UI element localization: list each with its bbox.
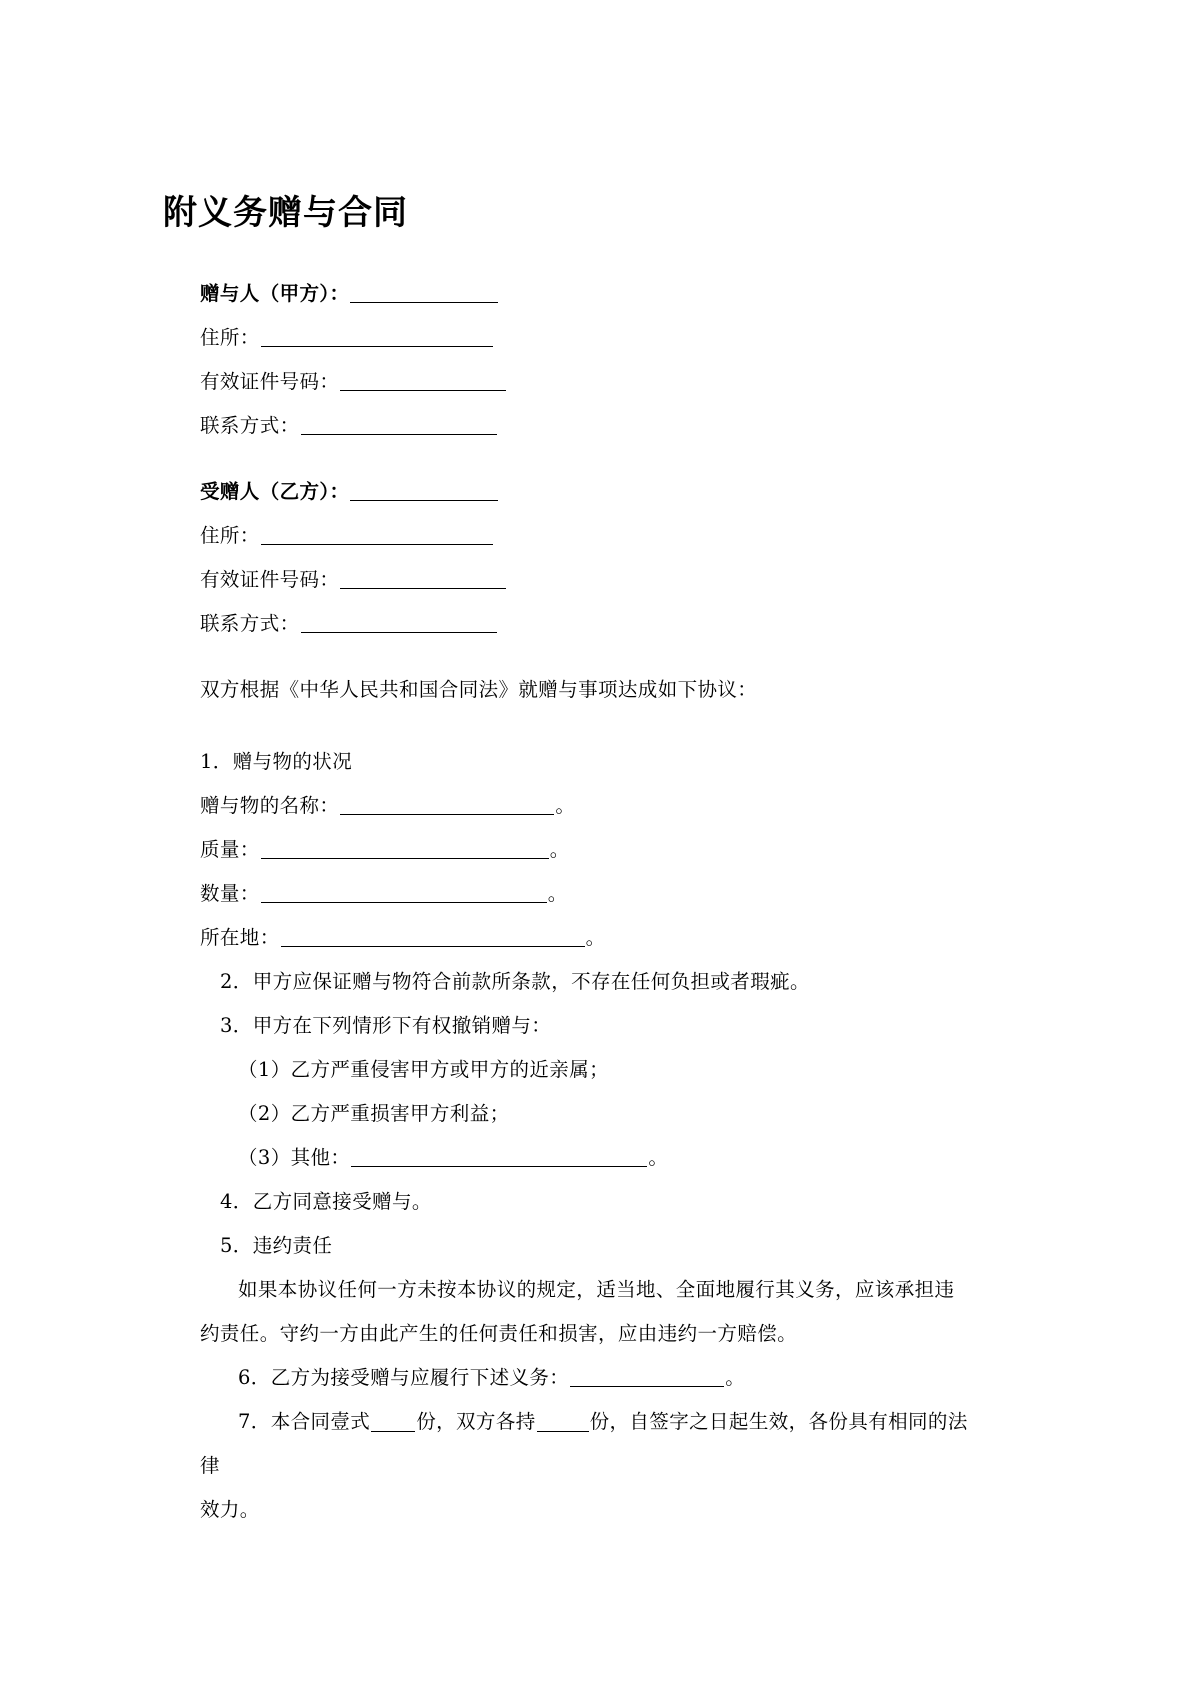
clause-3-item-3-label: （3）其他： <box>238 1146 351 1169</box>
donor-id-label: 有效证件号码： <box>200 370 340 393</box>
spacer-before-preamble <box>200 646 1080 668</box>
donor-name-blank[interactable] <box>350 283 498 303</box>
gift-quality-blank[interactable] <box>261 839 549 859</box>
donee-id-blank[interactable] <box>340 569 506 589</box>
gift-location-period: 。 <box>585 926 606 949</box>
clause-2-paragraph: 2．甲方应保证赠与物符合前款所条款，不存在任何负担或者瑕疵。 <box>220 970 810 993</box>
donor-contact-blank[interactable] <box>301 415 497 435</box>
donor-address-label: 住所： <box>200 326 260 349</box>
gift-quality-period: 。 <box>549 838 570 861</box>
gift-location-blank[interactable] <box>281 927 585 947</box>
clause-7-part-3: 份，自签字之日起生效，各份具有相同的法律 <box>200 1410 968 1477</box>
gift-name-period: 。 <box>555 794 576 817</box>
clause-6-blank[interactable] <box>570 1367 724 1387</box>
clause-7-each-holds-blank[interactable] <box>537 1412 589 1432</box>
spacer-before-clause1 <box>200 712 1080 740</box>
clause-3-item-3 <box>200 1136 1080 1180</box>
donor-contact-label: 联系方式： <box>200 414 300 437</box>
gift-quantity-blank[interactable] <box>261 883 547 903</box>
gift-name-blank[interactable] <box>340 795 554 815</box>
donee-contact-row <box>200 602 1080 646</box>
clause-6-label: 6．乙方为接受赠与应履行下述义务： <box>238 1366 570 1389</box>
gift-name-label: 赠与物的名称： <box>200 794 340 817</box>
clause-7-copies-blank[interactable] <box>371 1412 415 1432</box>
gift-location-row <box>200 916 1080 960</box>
donor-heading-label: 赠与人（甲方）： <box>200 282 350 305</box>
donee-name-blank[interactable] <box>350 481 498 501</box>
donee-contact-label: 联系方式： <box>200 612 300 635</box>
clause-3-item-3-blank[interactable] <box>351 1147 647 1167</box>
donor-id-row <box>200 360 1080 404</box>
clause-5-body: 如果本协议任何一方未按本协议的规定，适当地、全面地履行其义务，应该承担违约责任。守约一方由此产生的任何责任和损害，应由违约一方赔偿。 <box>200 1278 955 1345</box>
clause-6-period: 。 <box>725 1366 746 1389</box>
clause-3-heading: 3．甲方在下列情形下有权撤销赠与： <box>220 1014 552 1037</box>
donee-name-row <box>200 470 1080 514</box>
donee-address-label: 住所： <box>200 524 260 547</box>
donor-id-blank[interactable] <box>340 371 506 391</box>
gift-quality-label: 质量： <box>200 838 260 861</box>
gift-quantity-label: 数量： <box>200 882 260 905</box>
gift-quality-row <box>200 828 1080 872</box>
clause-4-paragraph: 4．乙方同意接受赠与。 <box>220 1190 432 1213</box>
donee-address-row <box>200 514 1080 558</box>
gift-quantity-row <box>200 872 1080 916</box>
clause-7-part-1: 7．本合同壹式 <box>238 1410 371 1433</box>
spacer-donor-donee <box>200 448 1080 470</box>
clause-6-paragraph <box>200 1356 1080 1400</box>
donee-heading-label: 受赠人（乙方）： <box>200 480 350 503</box>
clause-5-heading: 5．违约责任 <box>220 1234 333 1257</box>
clause-3-item-3-period: 。 <box>648 1146 669 1169</box>
donee-id-row <box>200 558 1080 602</box>
document-body <box>200 272 1080 1532</box>
page-title: 附义务赠与合同 <box>163 192 408 233</box>
donee-contact-blank[interactable] <box>301 613 497 633</box>
donee-id-label: 有效证件号码： <box>200 568 340 591</box>
donee-address-blank[interactable] <box>261 525 493 545</box>
donor-contact-row <box>200 404 1080 448</box>
gift-name-row <box>200 784 1080 828</box>
donor-address-blank[interactable] <box>261 327 493 347</box>
clause-3-item-1: （1）乙方严重侵害甲方或甲方的近亲属； <box>238 1058 610 1081</box>
clause-7-part-2: 份，双方各持 <box>416 1410 536 1433</box>
clause-7-paragraph <box>200 1400 980 1488</box>
gift-location-label: 所在地： <box>200 926 280 949</box>
gift-quantity-period: 。 <box>547 882 568 905</box>
donor-address-row <box>200 316 1080 360</box>
clause-7-continuation: 效力。 <box>200 1498 260 1521</box>
clause-3-item-2: （2）乙方严重损害甲方利益； <box>238 1102 510 1125</box>
preamble-paragraph: 双方根据《中华人民共和国合同法》就赠与事项达成如下协议： <box>200 678 758 701</box>
donor-name-row <box>200 272 1080 316</box>
clause-1-heading: 1．赠与物的状况 <box>200 750 353 773</box>
